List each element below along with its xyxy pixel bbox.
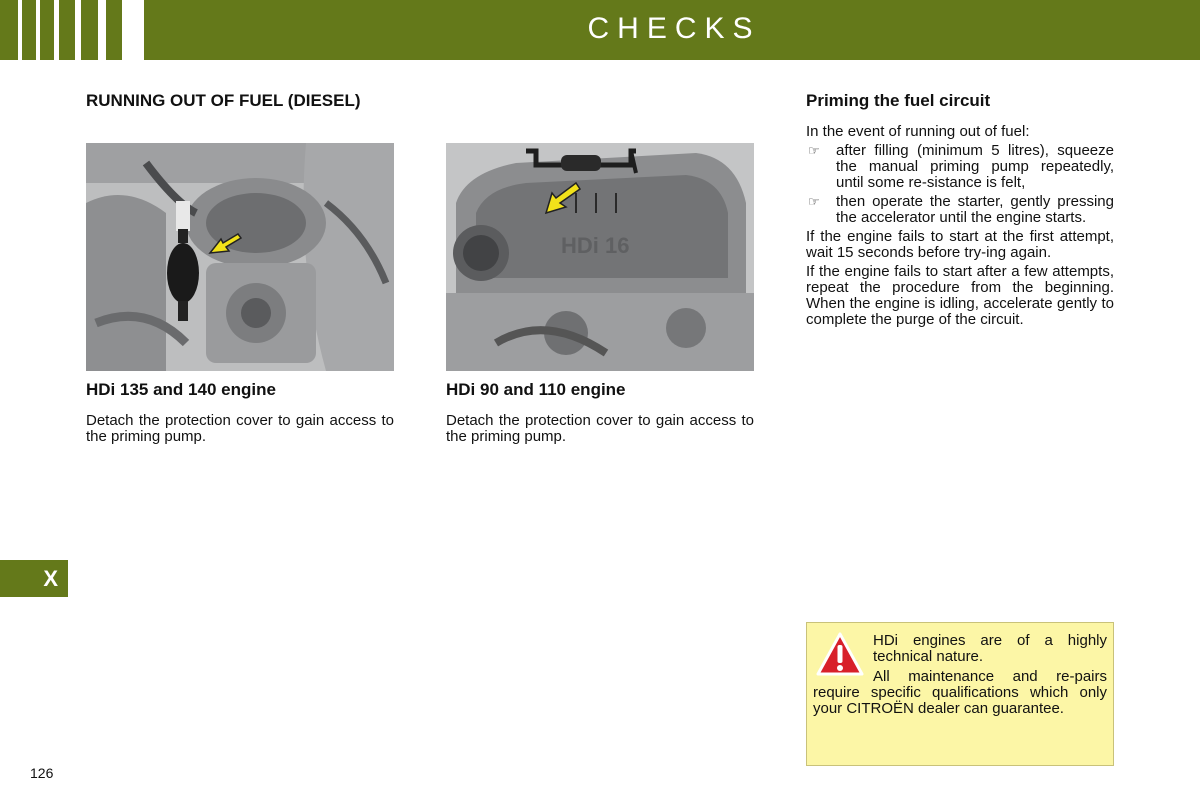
- header-bar: [0, 0, 1200, 60]
- engine2-text: Detach the protection cover to gain access to the priming pump.: [446, 412, 754, 445]
- priming-title: Priming the fuel circuit: [806, 91, 991, 110]
- engine1-text: Detach the protection cover to gain access to the priming pump.: [86, 412, 394, 445]
- warning-line-2: All maintenance and re-pairs require specific qualifications which only your CITROËN dealer can guarantee.: [813, 668, 1107, 717]
- priming-section: [806, 92, 1114, 331]
- pointing-hand-icon: ☞: [808, 143, 820, 158]
- priming-para-2: If the engine fails to start after a few attempts, repeat the procedure from the beginning. When the engine is idling, accelerate gently to complete the purge of the circuit.: [806, 263, 1114, 328]
- header-stripe: [36, 0, 40, 60]
- section-title: RUNNING OUT OF FUEL (DIESEL): [86, 91, 361, 110]
- priming-intro: In the event of running out of fuel:: [806, 123, 1030, 140]
- priming-para-1: If the engine fails to start at the first attempt, wait 15 seconds before try-ing again.: [806, 228, 1114, 261]
- warning-line-1: HDi engines are of a highly technical nature.: [873, 632, 1107, 665]
- list-item: [806, 194, 1114, 226]
- header-stripe: [54, 0, 59, 60]
- header-stripe: [75, 0, 81, 60]
- engine-photo-hdi-135-140: [86, 143, 394, 371]
- bullet-text: then operate the starter, gently pressing the accelerator until the engine starts.: [836, 193, 1114, 226]
- header-stripe: [98, 0, 106, 60]
- page-title: CHECKS: [587, 12, 761, 45]
- bullet-text: after filling (minimum 5 litres), squeeze the manual priming pump repeatedly, until some re-sistance is felt,: [836, 142, 1114, 191]
- engine2-caption: HDi 90 and 110 engine: [446, 380, 626, 399]
- pointing-hand-icon: ☞: [808, 194, 820, 209]
- engine1-caption: HDi 135 and 140 engine: [86, 380, 276, 399]
- page-number: 126: [30, 765, 54, 781]
- cover-label: HDi 16: [561, 233, 630, 258]
- warning-box: [806, 622, 1114, 766]
- header-stripe: [18, 0, 22, 60]
- list-item: [806, 143, 1114, 191]
- engine-photo-hdi-90-110: [446, 143, 754, 371]
- header-stripe: [122, 0, 144, 60]
- chapter-tab: X: [0, 560, 68, 597]
